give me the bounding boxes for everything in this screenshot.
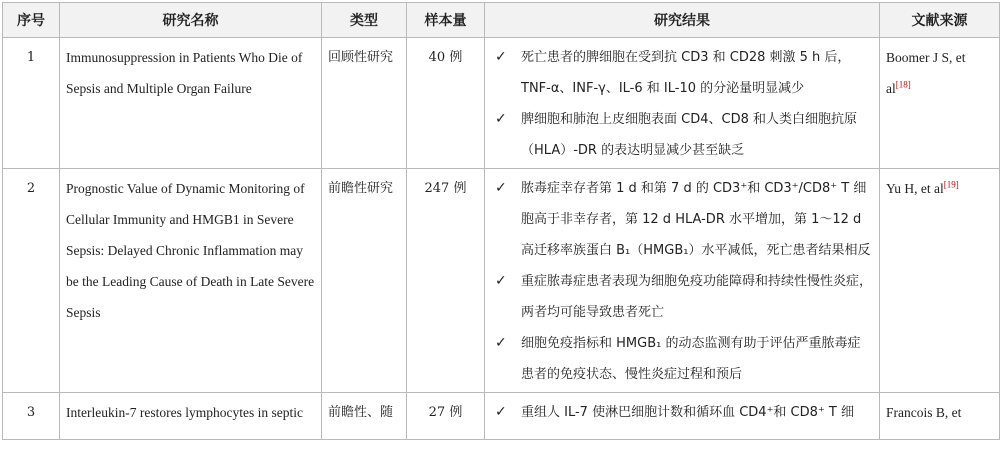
reference-source	[880, 393, 1000, 440]
reference-source	[880, 38, 1000, 169]
checkmark-icon: ✓	[495, 273, 507, 289]
finding-text: 脓毒症幸存者第 1 d 和第 7 d 的 CD3⁺和 CD3⁺/CD8⁺ T 细胞高于非幸存者，第 12 d HLA-DR 水平增加，第 1～12 d 高迁移率族蛋白 B₁（HMGB₁）水平减低，死亡患者结果相反	[521, 181, 871, 258]
header-type: 类型	[322, 3, 407, 38]
sample-size: 27 例	[407, 393, 485, 440]
table-row	[3, 393, 1000, 440]
finding-item	[495, 42, 873, 104]
citation-link[interactable]: [18]	[895, 79, 911, 90]
study-type: 前瞻性、随	[322, 393, 407, 440]
study-name: Immunosuppression in Patients Who Die of Sepsis and Multiple Organ Failure	[60, 38, 322, 169]
study-results	[485, 393, 880, 440]
source-text: Boomer J S, et al	[886, 50, 966, 96]
reference-source	[880, 169, 1000, 393]
table-row	[3, 169, 1000, 393]
checkmark-icon: ✓	[495, 49, 507, 65]
finding-text: 细胞免疫指标和 HMGB₁ 的动态监测有助于评估严重脓毒症患者的免疫状态、慢性炎症过程和预后	[521, 336, 861, 382]
study-results	[485, 169, 880, 393]
checkmark-icon: ✓	[495, 335, 507, 351]
study-table	[2, 2, 1000, 440]
row-num: 3	[3, 393, 60, 440]
table-header	[3, 3, 1000, 38]
finding-text: 重组人 IL-7 使淋巴细胞计数和循环血 CD4⁺和 CD8⁺ T 细	[521, 405, 854, 420]
header-results: 研究结果	[485, 3, 880, 38]
finding-item	[495, 397, 873, 428]
checkmark-icon: ✓	[495, 404, 507, 420]
checkmark-icon: ✓	[495, 111, 507, 127]
header-source: 文献来源	[880, 3, 1000, 38]
study-name: Prognostic Value of Dynamic Monitoring of Cellular Immunity and HMGB1 in Severe Sepsis: Delayed Chronic Inflammation may be the Leading Cause of Death in Late Severe Sepsis	[60, 169, 322, 393]
study-name: Interleukin-7 restores lymphocytes in septic	[60, 393, 322, 440]
row-num: 1	[3, 38, 60, 169]
study-type: 回顾性研究	[322, 38, 407, 169]
citation-link[interactable]: [19]	[943, 179, 959, 190]
header-size: 样本量	[407, 3, 485, 38]
finding-item	[495, 328, 873, 390]
finding-text: 死亡患者的脾细胞在受到抗 CD3 和 CD28 刺激 5 h 后，TNF-α、INF-γ、IL-6 和 IL-10 的分泌量明显减少	[521, 50, 851, 96]
source-text: Yu H, et al	[886, 181, 944, 196]
study-results	[485, 38, 880, 169]
row-num: 2	[3, 169, 60, 393]
finding-text: 重症脓毒症患者表现为细胞免疫功能障碍和持续性慢性炎症，两者均可能导致患者死亡	[521, 274, 873, 320]
header-name: 研究名称	[60, 3, 322, 38]
sample-size: 40 例	[407, 38, 485, 169]
table-row	[3, 38, 1000, 169]
finding-item	[495, 173, 873, 266]
sample-size: 247 例	[407, 169, 485, 393]
header-num: 序号	[3, 3, 60, 38]
checkmark-icon: ✓	[495, 180, 507, 196]
study-type: 前瞻性研究	[322, 169, 407, 393]
finding-item	[495, 266, 873, 328]
source-text: Francois B, et	[886, 405, 962, 420]
finding-item	[495, 104, 873, 166]
finding-text: 脾细胞和肺泡上皮细胞表面 CD4、CD8 和人类白细胞抗原（HLA）-DR 的表达明显减少甚至缺乏	[521, 112, 857, 158]
